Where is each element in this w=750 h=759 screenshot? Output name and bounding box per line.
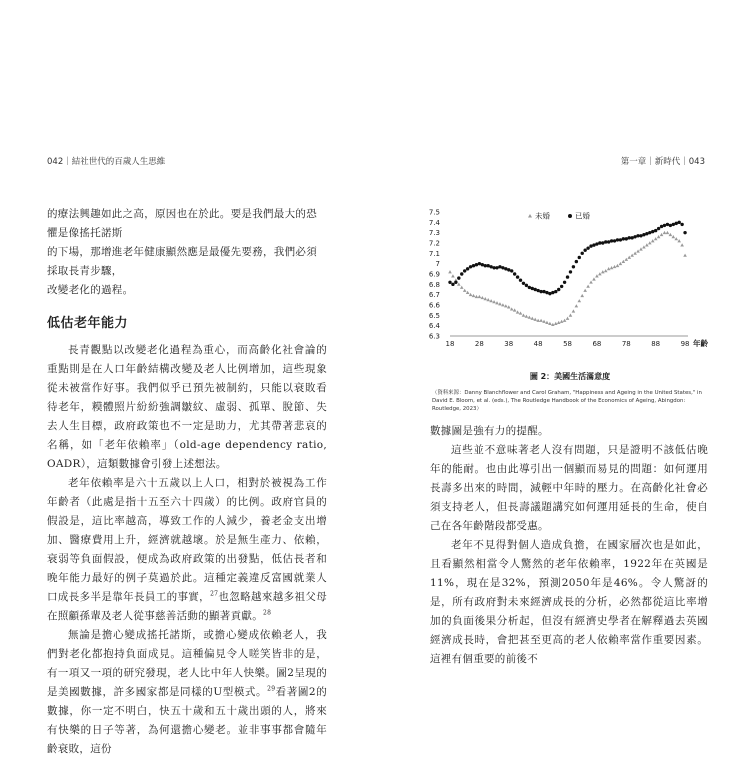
y-tick-label: 7.2 xyxy=(428,239,440,248)
legend-label-unmarried: 未婚 xyxy=(535,211,550,221)
body-paragraph-2 xyxy=(47,474,327,626)
point-married xyxy=(563,281,566,284)
point-married xyxy=(680,223,683,226)
point-married xyxy=(666,223,669,226)
point-married xyxy=(607,240,610,243)
point-married xyxy=(478,262,481,265)
point-unmarried xyxy=(607,267,611,270)
point-unmarried xyxy=(636,249,640,252)
point-married xyxy=(583,249,586,252)
point-unmarried xyxy=(601,270,605,273)
point-unmarried xyxy=(669,233,673,236)
y-tick-label: 6.8 xyxy=(428,280,440,289)
section-heading: 低估老年能力 xyxy=(47,316,129,331)
point-married xyxy=(683,231,686,234)
p2-text-b: 也忽略越來越多祖父母在照顧孫輩及老人從事慈善活動的顯著貢獻。 xyxy=(47,591,328,622)
point-unmarried xyxy=(639,247,643,250)
point-married xyxy=(528,286,531,289)
point-unmarried xyxy=(525,315,529,318)
body-paragraph-3 xyxy=(47,626,327,759)
point-married xyxy=(663,224,666,227)
point-unmarried xyxy=(569,314,573,317)
point-unmarried xyxy=(663,231,667,234)
point-unmarried xyxy=(548,322,552,325)
point-unmarried xyxy=(492,300,496,303)
chart-points xyxy=(448,221,687,326)
figure-source: （資料來源：Danny Blanchflower and Carol Graham, "Happiness and Ageing in the United States," in David E. Bloom, et al. (eds.), The Routledge Handbook of the Economics of Ageing, Abingdon: Routledge, 2023） xyxy=(432,390,702,412)
point-unmarried xyxy=(448,270,452,273)
point-married xyxy=(619,238,622,241)
point-married xyxy=(677,221,680,224)
body-paragraph-1: 長青觀點以改變老化過程為重心，而高齡化社會論的重點則是在人口年齡結構改變及老人比例增加，這些現象從未被當作好事。我們似乎已預先被制約，只能以衰敗看待老年，糢體照片紛紛強調皺紋、虛弱、孤單、脫節、失去人生目標，政府政策也不一定是助力，尤其帶著悲哀的名稱，如「老年依賴率」（old-age dependency ratio, OADR），這類數據會引發上述想法。 xyxy=(47,344,327,470)
point-unmarried xyxy=(472,294,476,297)
y-tick-label: 6.3 xyxy=(428,332,440,341)
point-married xyxy=(598,241,601,244)
point-unmarried xyxy=(463,289,467,292)
point-unmarried xyxy=(560,320,564,323)
point-married xyxy=(475,263,478,266)
point-unmarried xyxy=(672,235,676,238)
point-married xyxy=(642,233,645,236)
left-column xyxy=(47,205,327,759)
right-lead-line: 數據圖是強有力的提醒。 xyxy=(430,425,549,437)
point-married xyxy=(460,272,463,275)
point-unmarried xyxy=(466,291,470,294)
point-unmarried xyxy=(533,318,537,321)
point-unmarried xyxy=(495,301,499,304)
point-unmarried xyxy=(616,264,620,267)
point-married xyxy=(660,225,663,228)
legend-marker-married xyxy=(568,214,572,218)
point-unmarried xyxy=(489,299,493,302)
point-married xyxy=(542,290,545,293)
point-unmarried xyxy=(486,298,490,301)
point-unmarried xyxy=(563,319,567,322)
point-unmarried xyxy=(481,296,485,299)
point-married xyxy=(566,275,569,278)
y-tick-label: 7.5 xyxy=(428,208,440,217)
figure-caption: 圖 2：美國生活滿意度 xyxy=(529,372,611,381)
point-unmarried xyxy=(539,319,543,322)
point-unmarried xyxy=(657,235,661,238)
point-married xyxy=(466,267,469,270)
y-tick-label: 6.6 xyxy=(428,301,440,310)
point-unmarried xyxy=(501,303,505,306)
point-married xyxy=(513,272,516,275)
point-unmarried xyxy=(475,295,479,298)
intro-paragraph xyxy=(47,205,327,300)
point-married xyxy=(454,281,457,284)
point-married xyxy=(639,234,642,237)
point-married xyxy=(548,292,551,295)
point-unmarried xyxy=(633,252,637,255)
running-header-left: 042｜結社世代的百歲人生思維 xyxy=(47,157,166,167)
point-married xyxy=(469,265,472,268)
point-unmarried xyxy=(630,254,634,257)
point-unmarried xyxy=(666,231,670,234)
point-married xyxy=(557,288,560,291)
point-married xyxy=(507,268,510,271)
right-paragraph-2: 老年不見得對個人造成負擔，在國家層次也是如此，且看顯然相當令人驚然的老年依賴率，1922年在英國是11%，現在是32%，預測2050年是46%。令人驚訝的是，所有政府對未來經濟成長的分析，必然都從這比率增加的負面後果分析起，但沒有經濟史學者在解釋過去英國經濟成長時，會把甚至更高的老人依賴率當作重要因素。這裡有個重要的前後不 xyxy=(430,539,708,665)
point-unmarried xyxy=(627,256,631,259)
point-unmarried xyxy=(545,321,549,324)
point-married xyxy=(586,246,589,249)
footnote-29: 29 xyxy=(267,685,276,693)
point-married xyxy=(551,291,554,294)
point-unmarried xyxy=(528,316,532,319)
p2-text-a: 老年依賴率是六十五歲以上人口，相對於被視為工作年齡者（此處是指十五至六十四歲）的比例。政府官員的假設是，這比率越高，導致工作的人減少，養老金支出增加、醫療費用上升，經濟就越壞。於是無生產力、依賴，衰弱等負面假設，便成為政府政策的出發點，低估長者和晚年能力最好的例子莫過於此。這種定義違反富國就業人口成長多半是靠年長員工的事實， xyxy=(47,477,327,603)
x-tick-label: 68 xyxy=(592,340,602,348)
point-married xyxy=(657,227,660,230)
point-married xyxy=(492,266,495,269)
point-unmarried xyxy=(674,237,678,240)
point-unmarried xyxy=(451,274,455,277)
right-paragraph-1: 這些並不意味著老人沒有問題，只是證明不該低估晚年的能耐。也由此導引出一個顯而易見的問題：如何運用長壽多出來的時間，減輕中年時的壓力。在高齡化社會必須支持老人，但長壽議題講究如何運用延長的生命，使自己在各年齡階段都受惠。 xyxy=(430,444,708,532)
point-unmarried xyxy=(683,254,687,257)
y-tick-label: 6.5 xyxy=(428,311,440,320)
point-married xyxy=(560,285,563,288)
point-unmarried xyxy=(577,299,581,302)
y-tick-label: 6.7 xyxy=(428,291,440,300)
point-married xyxy=(536,289,539,292)
point-unmarried xyxy=(457,283,461,286)
point-unmarried xyxy=(613,265,617,268)
point-married xyxy=(651,230,654,233)
point-unmarried xyxy=(654,237,658,240)
point-unmarried xyxy=(586,285,590,288)
x-tick-label: 78 xyxy=(621,340,631,348)
footnote-28: 28 xyxy=(263,609,272,617)
point-married xyxy=(610,239,613,242)
p3-text-a: 無論是擔心變成搖托諾斯，或擔心變成依賴老人，我們對老化都抱持負面成見。這種偏見令人嗟笑皆非的是，有一項又一項的研究發現，老人比中年人快樂。圖2呈現的是美國數據，許多國家都是同樣的U型模式。 xyxy=(47,629,327,698)
point-unmarried xyxy=(469,293,473,296)
x-axis-label: 年齡 xyxy=(693,339,709,348)
point-unmarried xyxy=(648,241,652,244)
footnote-27: 27 xyxy=(210,590,219,598)
x-tick-label: 18 xyxy=(445,340,455,348)
intro-line-3: 改變老化的過程。 xyxy=(47,284,134,296)
point-married xyxy=(531,287,534,290)
point-unmarried xyxy=(622,260,626,263)
point-married xyxy=(592,243,595,246)
point-married xyxy=(484,264,487,267)
y-tick-label: 6.9 xyxy=(428,270,440,279)
y-tick-label: 7.4 xyxy=(428,218,440,227)
legend-label-married: 已婚 xyxy=(575,211,590,221)
intro-line-1: 的療法興趣如此之高，原因也在於此。要是我們最大的恐懼是像搖托諾斯 xyxy=(47,208,317,239)
point-married xyxy=(654,229,657,232)
point-married xyxy=(595,242,598,245)
point-unmarried xyxy=(595,274,599,277)
point-unmarried xyxy=(589,280,593,283)
point-married xyxy=(575,260,578,263)
x-tick-label: 38 xyxy=(504,340,514,348)
point-unmarried xyxy=(507,305,511,308)
point-married xyxy=(630,236,633,239)
point-married xyxy=(510,269,513,272)
intro-line-2: 的下場，那增進老年健康顯然應是最優先要務，我們必須採取長青步驟， xyxy=(47,246,317,277)
point-married xyxy=(628,236,631,239)
point-unmarried xyxy=(642,245,646,248)
point-married xyxy=(616,238,619,241)
point-unmarried xyxy=(580,294,584,297)
legend-marker-unmarried xyxy=(528,214,532,218)
point-married xyxy=(675,222,678,225)
x-tick-label: 58 xyxy=(563,340,572,348)
point-married xyxy=(625,237,628,240)
running-header-right: 第一章｜新時代｜043 xyxy=(620,157,705,167)
y-tick-label: 7 xyxy=(435,260,440,269)
point-married xyxy=(554,290,557,293)
point-unmarried xyxy=(478,295,482,298)
point-married xyxy=(525,284,528,287)
right-column xyxy=(430,422,708,669)
point-unmarried xyxy=(645,243,649,246)
point-married xyxy=(669,224,672,227)
point-married xyxy=(495,266,498,269)
point-married xyxy=(504,267,507,270)
point-married xyxy=(519,279,522,282)
point-unmarried xyxy=(536,319,540,322)
point-unmarried xyxy=(566,317,570,320)
point-unmarried xyxy=(551,323,555,326)
point-married xyxy=(501,266,504,269)
point-unmarried xyxy=(572,309,576,312)
point-unmarried xyxy=(498,302,502,305)
point-unmarried xyxy=(624,258,628,261)
y-axis-tick-labels xyxy=(429,209,441,341)
point-unmarried xyxy=(592,277,596,280)
point-unmarried xyxy=(557,321,561,324)
point-married xyxy=(481,263,484,266)
point-unmarried xyxy=(604,269,608,272)
point-married xyxy=(581,252,584,255)
point-married xyxy=(636,234,639,237)
point-married xyxy=(489,265,492,268)
point-married xyxy=(516,275,519,278)
point-unmarried xyxy=(513,308,517,311)
point-married xyxy=(633,235,636,238)
point-married xyxy=(451,283,454,286)
p3-text-b: 看著圖2的數據，你一定不明白，快五十歲和五十歲出頭的人，將來有快樂的日子等著，為何還擔心變老。並非事事都會隨年齡衰敗，這份 xyxy=(47,686,327,755)
chart-legend xyxy=(528,211,590,221)
point-married xyxy=(472,264,475,267)
point-unmarried xyxy=(610,266,614,269)
point-unmarried xyxy=(522,314,526,317)
point-married xyxy=(448,281,451,284)
point-unmarried xyxy=(660,233,664,236)
point-married xyxy=(569,270,572,273)
point-married xyxy=(539,290,542,293)
point-unmarried xyxy=(677,239,681,242)
x-tick-label: 88 xyxy=(651,340,661,348)
point-married xyxy=(645,232,648,235)
x-tick-label: 48 xyxy=(533,340,543,348)
point-married xyxy=(578,256,581,259)
point-married xyxy=(601,241,604,244)
point-married xyxy=(522,282,525,285)
point-unmarried xyxy=(680,243,684,246)
point-married xyxy=(672,223,675,226)
point-unmarried xyxy=(530,317,534,320)
life-satisfaction-chart xyxy=(420,204,715,364)
point-unmarried xyxy=(542,320,546,323)
x-axis-tick-labels xyxy=(446,338,709,348)
point-unmarried xyxy=(554,322,558,325)
point-unmarried xyxy=(510,307,514,310)
point-married xyxy=(463,269,466,272)
point-married xyxy=(622,237,625,240)
point-unmarried xyxy=(575,304,579,307)
point-married xyxy=(534,288,537,291)
point-unmarried xyxy=(519,311,523,314)
y-tick-label: 7.3 xyxy=(428,229,440,238)
y-tick-label: 6.4 xyxy=(428,322,440,331)
point-married xyxy=(613,239,616,242)
point-married xyxy=(498,265,501,268)
point-unmarried xyxy=(516,310,520,313)
point-married xyxy=(486,264,489,267)
point-married xyxy=(648,231,651,234)
point-unmarried xyxy=(598,272,602,275)
point-married xyxy=(545,291,548,294)
y-tick-label: 7.1 xyxy=(428,249,440,258)
point-unmarried xyxy=(583,289,587,292)
point-unmarried xyxy=(504,304,508,307)
x-tick-label: 28 xyxy=(474,340,484,348)
point-unmarried xyxy=(483,297,487,300)
point-unmarried xyxy=(619,262,623,265)
point-unmarried xyxy=(460,286,464,289)
point-married xyxy=(572,265,575,268)
x-tick-label: 98 xyxy=(680,340,690,348)
point-unmarried xyxy=(651,239,655,242)
point-married xyxy=(604,240,607,243)
point-married xyxy=(589,244,592,247)
point-married xyxy=(457,276,460,279)
